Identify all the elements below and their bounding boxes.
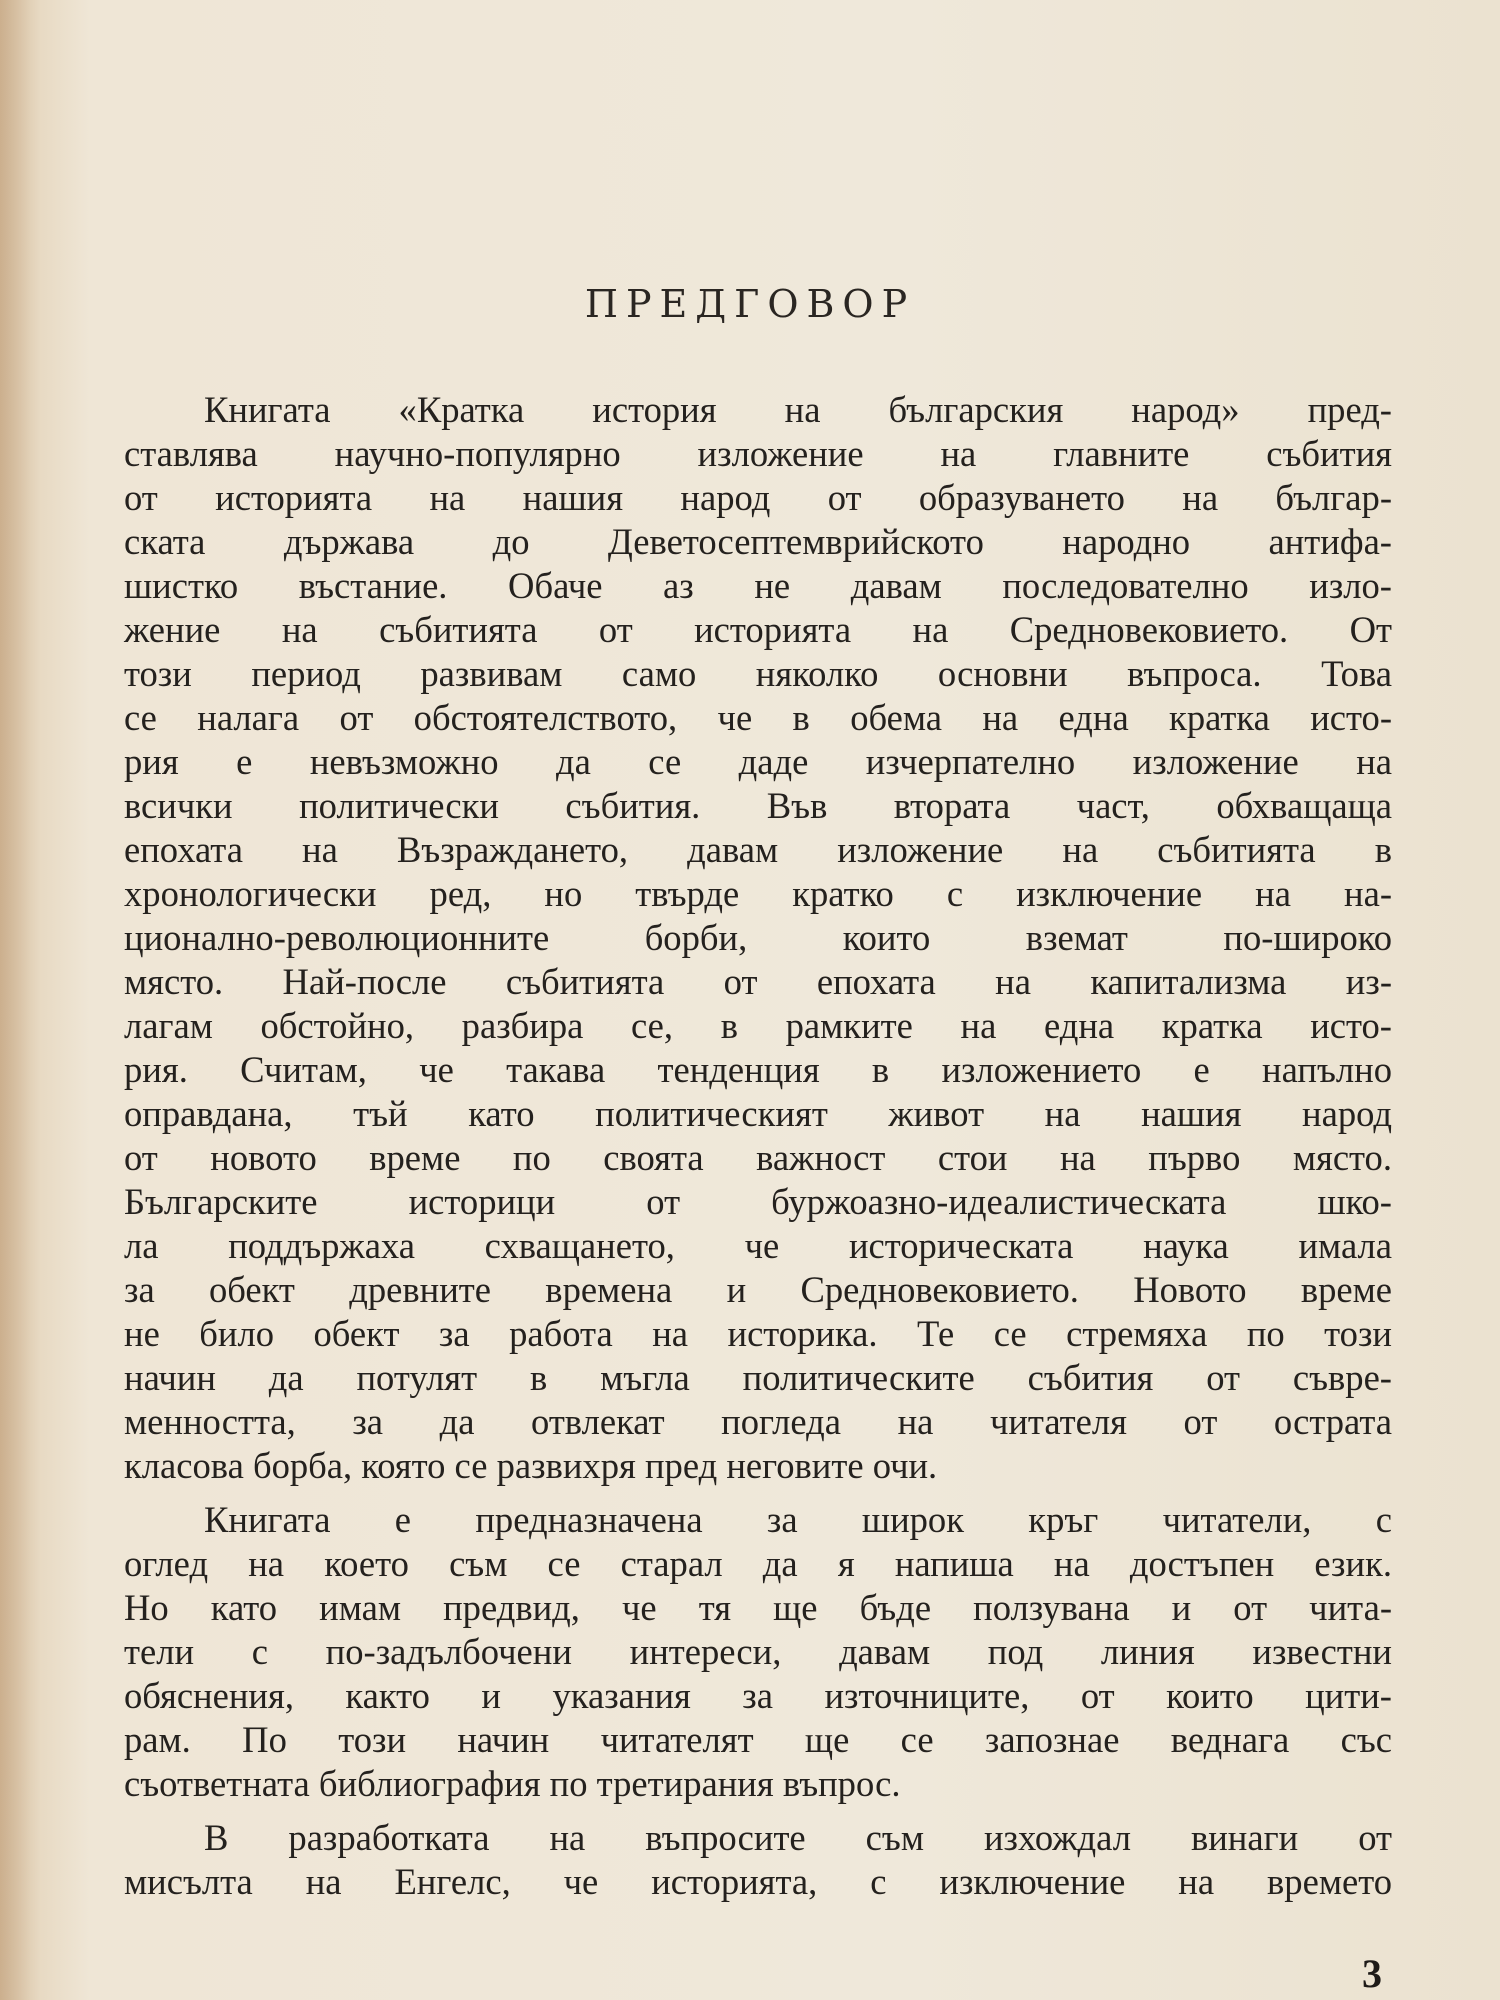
page-title: ПРЕДГОВОР <box>584 282 916 326</box>
text-line: съответната библиография по третирания въпрос. <box>124 1763 901 1804</box>
text-line: не било обект за работа на историка. Те се стремяха по този <box>124 1313 1392 1354</box>
text-line: Книгата «Кратка история на българския народ» пред- <box>204 389 1392 430</box>
text-line: ставлява научно-популярно изложение на главните събития <box>124 433 1392 474</box>
text-line: оглед на което съм се старал да я напиша на достъпен език. <box>124 1543 1392 1584</box>
text-line: оправдана, тъй като политическият живот на нашия народ <box>124 1093 1392 1134</box>
text-line: рия. Считам, че такава тенденция в изложението е напълно <box>124 1049 1392 1090</box>
text-line: мисълта на Енгелс, че историята, с изключение на времето <box>124 1861 1392 1902</box>
paragraph-2 <box>124 1498 1392 1806</box>
text-line: Но като имам предвид, че тя ще бъде ползувана и от чита- <box>124 1587 1392 1628</box>
text-line: жение на събитията от историята на Средновековието. От <box>124 609 1392 650</box>
text-line: начин да потулят в мъгла политическите събития от съвре- <box>124 1357 1392 1398</box>
text-line: всички политически събития. Във втората част, обхващаща <box>124 785 1392 826</box>
text-line: рам. По този начин читателят ще се запознае веднага със <box>124 1719 1392 1760</box>
text-line: Българските историци от буржоазно-идеалистическата шко- <box>124 1181 1392 1222</box>
paragraph-1 <box>124 388 1392 1488</box>
text-line: този период развивам само няколко основни въпроса. Това <box>124 653 1392 694</box>
text-line: епохата на Възраждането, давам изложение на събитията в <box>124 829 1392 870</box>
text-line: В разработката на въпросите съм изхождал винаги от <box>204 1817 1392 1858</box>
text-line: за обект древните времена и Средновековието. Новото време <box>124 1269 1392 1310</box>
text-line: лагам обстойно, разбира се, в рамките на една кратка исто- <box>124 1005 1392 1046</box>
text-line: ционално-революционните борби, които вземат по-широко <box>124 917 1392 958</box>
page-number: 3 <box>1362 1951 1382 1996</box>
text-line: място. Най-после събитията от епохата на капитализма из- <box>124 961 1392 1002</box>
body-text <box>124 388 1392 1914</box>
text-line: Книгата е предназначена за широк кръг читатели, с <box>204 1499 1392 1540</box>
text-line: обяснения, както и указания за източниците, от които цити- <box>124 1675 1392 1716</box>
text-line: тели с по-задълбочени интереси, давам под линия известни <box>124 1631 1392 1672</box>
text-line: шистко въстание. Обаче аз не давам последователно изло- <box>124 565 1392 606</box>
text-line: хронологически ред, но твърде кратко с изключение на на- <box>124 873 1392 914</box>
text-line: ската държава до Деветосептемврийското народно антифа- <box>124 521 1392 562</box>
text-line: се налага от обстоятелството, че в обема на една кратка исто- <box>124 697 1392 738</box>
paragraph-3 <box>124 1816 1392 1904</box>
text-line: рия е невъзможно да се даде изчерпателно изложение на <box>124 741 1392 782</box>
text-line: класова борба, която се развихря пред неговите очи. <box>124 1445 938 1486</box>
text-line: ла поддържаха схващането, че историческата наука имала <box>124 1225 1392 1266</box>
text-line: от историята на нашия народ от образуването на българ- <box>124 477 1392 518</box>
text-line: от новото време по своята важност стои на първо място. <box>124 1137 1392 1178</box>
text-line: менността, за да отвлекат погледа на читателя от острата <box>124 1401 1392 1442</box>
